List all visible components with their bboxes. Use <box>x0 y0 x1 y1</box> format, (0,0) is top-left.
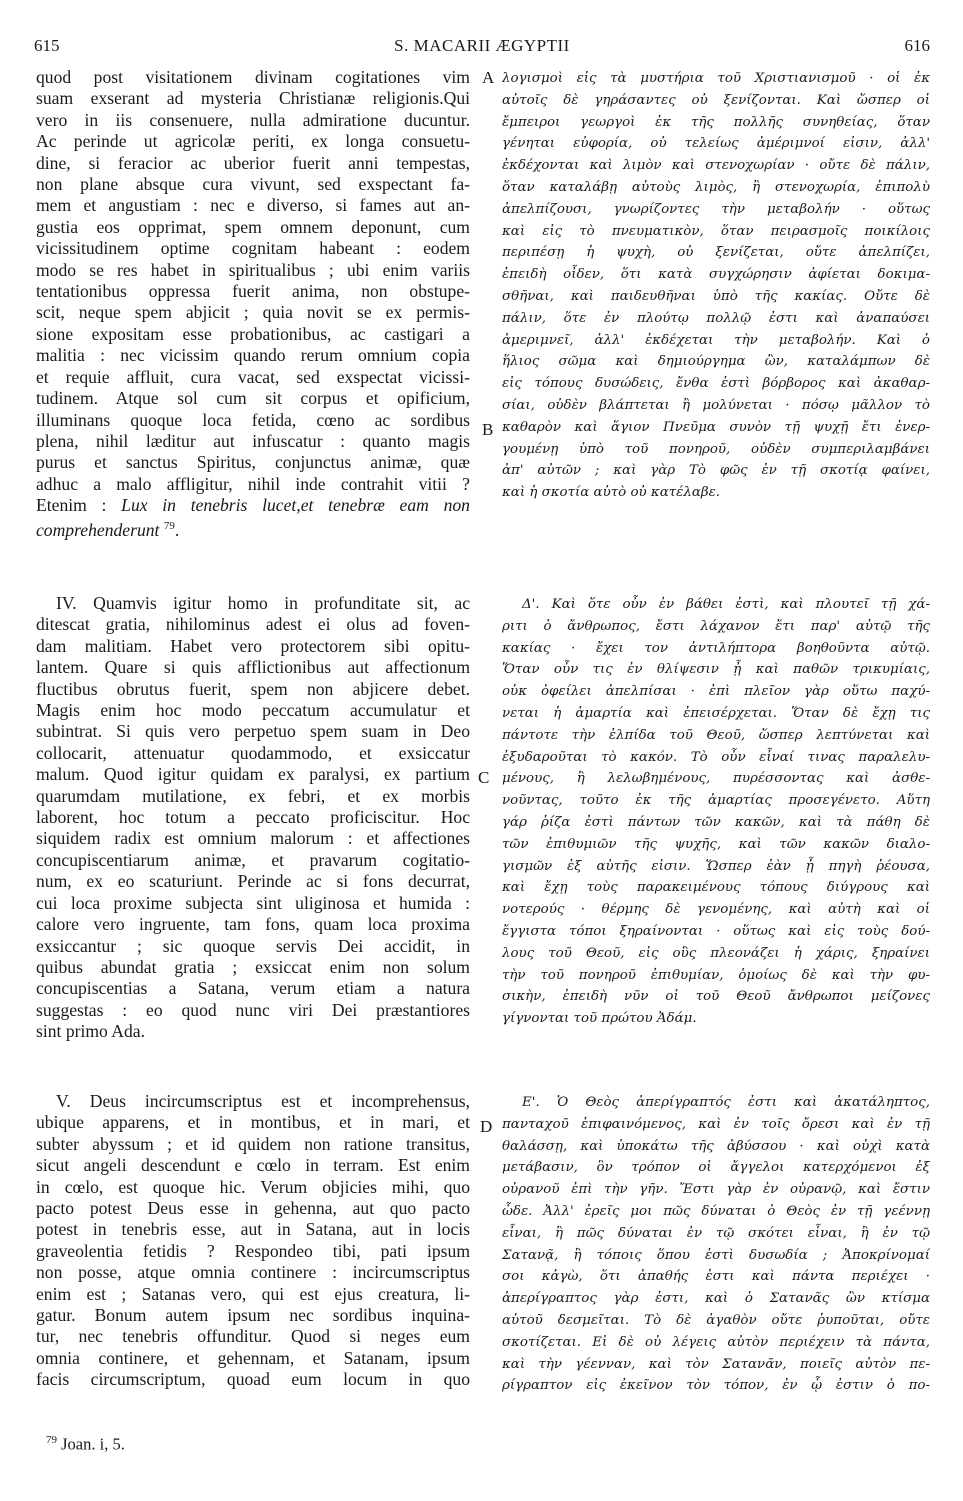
text-line: ἐξυδαροῦται τὸ κακόν. Τὸ οὖν εἶναί τινας παραλελυ- <box>502 749 930 765</box>
text-line: facis circumscriptum, quoad eum locum in quo <box>36 1369 470 1390</box>
text-line: ριτι ὁ ἄνθρωπος, ἔστι λάχανον ἔτι παρ' αὐτῷ τῆς <box>502 618 930 634</box>
text-line: ditescat gratia, nihilominus adest ei olus ad foven- <box>36 614 470 635</box>
text-line: concupiscentiarum animæ, et pravarum cogitatio- <box>36 849 470 870</box>
text-line: modo se res habet in spiritualibus ; ubi enim variis <box>36 259 470 280</box>
text-line: cui loca proxime subjecta sint uliginosa et humida : <box>36 892 470 913</box>
text-line: ἔμπειροι γεωργοὶ ἐκ τῆς πολλῆς συνηθείας, ὅταν <box>502 114 930 130</box>
text-line: σθῆναι, καὶ παιδευθῆναι ὑπὸ τῆς κακίας. Οὔτε δὲ <box>502 288 930 304</box>
text-line: γένηται εὐφορία, οὐ τελείως ἀμέριμνοί εἰσιν, ἀλλ' <box>502 136 930 152</box>
latin-section-v <box>36 1091 470 1391</box>
text-line: οὐκ ὀφείλει ἀπελπίσαι · ἐπὶ πλεῖον γὰρ οὕτω παχύ- <box>502 684 930 700</box>
text-line: quarumdam mutilatione, ex febri, et ex morbis <box>36 785 470 806</box>
text-line: ἀπ' αὐτῶν ; καὶ γὰρ Τὸ φῶς ἐν τῇ σκοτίᾳ φαίνει, <box>502 463 930 479</box>
text-line: calore vero ingruente, tam fons, quam loca proxima <box>36 914 470 935</box>
latin-section-iv <box>36 593 470 1043</box>
text-line: quod post visitationem divinam cogitationes vim <box>36 67 470 87</box>
text-line: νεται ἡ ἁμαρτία καὶ ἐπεισέρχεται. Ὅταν δὲ ἔχῃ τις <box>502 705 930 721</box>
text-line: et requie affluit, cura vacat, sed exspectat vicissi- <box>36 366 470 387</box>
margin-marker-a: A <box>482 68 495 87</box>
text-line: Ε'. Ὁ Θεὸς ἀπερίγραπτός ἐστι καὶ ἀκατάληπτος, <box>522 1095 930 1110</box>
text-line: λους τοῦ Θεοῦ, εἰς οὓς πλεονάζει ἡ χάρις, ξηραίνει <box>502 945 930 961</box>
text-line: scit, neque spem abjicit ; quia novit se ex permis- <box>36 302 470 323</box>
footnote <box>46 1434 125 1455</box>
text-line: ἐπειδὴ οἶδεν, ὅτι κατὰ συγχώρησιν ἀφίεται δοκιμα- <box>502 267 930 283</box>
text-line: tentationibus oppressa fuerit anima, non obstupe- <box>36 281 470 302</box>
text-line: siquidem radix est omnium malorum : et affectiones <box>36 828 470 849</box>
latin-period: . <box>174 520 180 541</box>
text-line: ἔγγιστα τόποι ξηραίνονται · οὕτως καὶ εἰς τοὺς δού- <box>502 923 930 939</box>
text-line: gustia eos opprimat, spem omnem deponunt, cum <box>36 216 470 237</box>
text-line: γάρ ῥίζα ἐστὶ πάντων τῶν κακῶν, καὶ τὰ πάθη δὲ <box>502 814 930 830</box>
text-line: εἶναι, ἢ πῶς δύναται ἐν τῷ σκότει εἶναι, ἢ ἐν τῷ <box>502 1225 930 1241</box>
text-line: αὐτοῖς δὲ γηράσαντες οὐ ξενίζονται. Καὶ ὥσπερ οἱ <box>502 92 930 108</box>
footnote-ref: 79 <box>163 520 175 533</box>
text-line: malum. Quod igitur quidam ex paralysi, ex partium <box>36 764 470 785</box>
text-line: suam exserant ad mysteria Christianæ religionis.Qui <box>36 88 470 109</box>
text-line: sione expositam esse probationibus, ac castigari a <box>36 323 470 344</box>
footnote-number: 79 <box>46 1434 57 1446</box>
text-line: subintrat. Si quis vero perpetuo spem suam in Deo <box>36 721 470 742</box>
text-line: enim est ; Satanas vero, qui est ejus creatura, li- <box>36 1283 470 1304</box>
text-line: sicut angeli descendunt e cœlo in terram. Est enim <box>36 1155 470 1176</box>
text-line: ὧδε. Ἀλλ' ἐρεῖς μοι πῶς δύναται ὁ Θεὸς ἐν τῇ γεέννῃ <box>502 1203 930 1219</box>
text-line: Δ'. Καὶ ὅτε οὖν ἐν βάθει ἐστὶ, καὶ πλουτεῖ τῇ χά- <box>522 597 930 612</box>
text-line: concupiscentias a Satana, verum etiam a natura <box>36 978 470 999</box>
text-line: mem et angustiam : nec e diverso, si fames aut an- <box>36 195 470 216</box>
right-page-number: 616 <box>904 36 930 55</box>
text-line: πάντοτε τὴν ἐλπίδα τοῦ Θεοῦ, ὥσπερ λεπτύνεται καὶ <box>502 727 930 743</box>
text-line: ἥλιος σῶμα καὶ δημιούργημα ὢν, καταλάμπων δὲ <box>502 354 930 370</box>
text-line: fluctibus obrutus fuerit, spem non abjicere debet. <box>36 678 470 699</box>
text-line: καὶ τὴν γέενναν, καὶ τὸν Σατανᾶν, ποιεῖς αὐτὸν πε- <box>502 1356 930 1372</box>
footnote-text: Joan. i, 5. <box>61 1434 125 1454</box>
text-line: quibus abundat gratia ; exsiccat enim non solum <box>36 956 470 977</box>
greek-passage-1 <box>502 68 930 504</box>
text-line: σκοτίζεται. Εἰ δὲ οὐ λέγεις αὐτὸν περιέχειν τὰ πάντα, <box>502 1334 930 1350</box>
page-header <box>34 36 930 60</box>
text-line: κακίας · ἔχει τον ἀντιλήπτορα βοηθοῦντα αὐτῷ. <box>502 640 930 656</box>
text-line: καὶ ἡ σκοτία αὐτὸ οὐ κατέλαβε. <box>502 485 721 501</box>
text-line: νοτερούς · θέρμης δὲ γενομένης, καὶ αὐτὴ καὶ οἱ <box>502 902 930 918</box>
text-line: οὐρανοῦ ἐπὶ τὴν γῆν. Ἔστι γὰρ ἐν οὐρανῷ, καὶ ἔστιν <box>502 1182 930 1198</box>
greek-section-iv <box>502 594 930 1030</box>
text-line: ὅταν καταλάβῃ αὐτοὺς λιμὸς, ἢ στενοχωρία, ἐπιπολὺ <box>502 179 930 195</box>
text-line: vero in iis consenuere, nulla admiratione ducuntur. <box>36 109 470 130</box>
text-line: laborent, hoc totum a peccato proficiscitur. Hoc <box>36 807 470 828</box>
latin-line <box>36 495 470 516</box>
text-line: εἰς τόπους δυσώδεις, ἔνθα ἐστὶ βόρβορος καὶ ἀκαθαρ- <box>502 376 930 392</box>
text-line: μένους, ἢ λελωβημένους, πυρέσσοντας καὶ ἀσθε- <box>502 771 930 787</box>
text-line: περιπέσῃ ἡ ψυχὴ, οὐ ξενίζεται, οὔτε ἀπελπίζει, <box>502 245 930 261</box>
text-line: ρίγραπτον εἰς ἐκεῖνον τὸν τόπον, ἐν ᾧ ἐστιν ὁ πο- <box>502 1378 930 1394</box>
text-line: καὶ εἰς τὸ πνευματικὸν, ὅταν πειρασμοῖς ποικίλοις <box>502 223 930 239</box>
text-line: καθαρὸν καὶ ἅγιον Πνεῦμα συνὸν τῇ ψυχῇ ἔτι ἐνερ- <box>502 419 930 435</box>
latin-line <box>36 516 470 541</box>
text-line: exsiccantur ; sic quoque servis Dei accidit, in <box>36 935 470 956</box>
left-page-number: 615 <box>34 36 60 55</box>
text-line: lantem. Quare si quis afflictionibus aut affectionum <box>36 657 470 678</box>
text-line: IV. Quamvis igitur homo in profunditate sit, ac <box>56 593 470 613</box>
text-line: non posse, atque omnia continere : incircumscriptus <box>36 1262 470 1283</box>
latin-passage-1-end <box>36 495 470 542</box>
text-line: suggestas : eo quod nunc viri Dei præstantiores <box>36 999 470 1020</box>
text-line: collocarit, attenuatur quodammodo, et exsiccatur <box>36 742 470 763</box>
text-line: τὴν τοῦ πονηροῦ ἐπιθυμίαν, ὁμοίως δὲ καὶ τὴν φυ- <box>502 967 930 983</box>
text-line: omnia continere, et gehennam, et Satanam, ipsum <box>36 1347 470 1368</box>
text-line: σικὴν, ἐπειδὴ νῦν οἱ τοῦ Θεοῦ ἄνθρωποι μείζονες <box>502 989 930 1005</box>
text-line: Ὅταν οὖν τις ἐν θλίψεσιν ᾖ καὶ παθῶν τρικυμίαις, <box>502 662 930 678</box>
text-line: V. Deus incircumscriptus est et incomprehensus, <box>56 1091 470 1111</box>
latin-passage-1 <box>36 67 470 495</box>
text-line: Ac perinde ut agricolæ periti, ex longa consuetu- <box>36 131 470 152</box>
text-line: dam malitiam. Habet vero protectorem sibi opitu- <box>36 635 470 656</box>
text-line: γισμῶν ἐξ αὐτῆς εἰσιν. Ὥσπερ ἐὰν ᾖ πηγὴ ῥέουσα, <box>502 858 930 874</box>
text-line: νοῦντας, τοῦτο ἐκ τῆς ἁμαρτίας προσεγένετο. Αὕτη <box>502 793 930 809</box>
text-line: πανταχοῦ ἐπιφαινόμενος, καὶ ἐν τοῖς ὄρεσι καὶ ἐν τῇ <box>502 1116 930 1132</box>
text-line: ἐκδέχονται καὶ λιμὸν καὶ στενοχωρίαν · οὔτε δὲ πάλιν, <box>502 158 930 174</box>
text-line: ἀπερίγραπτος γὰρ ἐστι, καὶ ὁ Σατανᾶς ὢν κτίσμα <box>502 1291 930 1307</box>
greek-section-v <box>502 1092 930 1397</box>
text-line: tudinem. Atque sol cum sit corpus et opificium, <box>36 388 470 409</box>
text-line: potest in tenebris esse, aut in Satana, aut in locis <box>36 1219 470 1240</box>
text-line: pacto potest Deus esse in gehenna, aut quo pacto <box>36 1198 470 1219</box>
text-line: Σατανᾷ, ἢ τόποις ὅπου ἐστὶ δυσωδία ; Ἀποκρίνομαί <box>502 1247 930 1263</box>
text-line: θαλάσσῃ, καὶ ὑποκάτω τῆς ἀβύσσου · καὶ οὐχὶ κατὰ <box>502 1138 930 1154</box>
margin-marker-d: D <box>480 1117 493 1136</box>
text-line: num, ex eo scaturiunt. Perinde ac si fons decurrat, <box>36 871 470 892</box>
text-line: μετάβασιν, ὃν τρόπον οἱ ἄγγελοι κατερχόμενοι ἐξ <box>502 1160 930 1176</box>
text-line: in cœlo, est quoque hic. Verum objicies mihi, quo <box>36 1176 470 1197</box>
text-line: ἀμεριμνεῖ, ἀλλ' ἐκδέχεται τὴν μεταβολήν. Καὶ ὁ <box>502 332 930 348</box>
margin-marker-b: B <box>482 420 494 439</box>
text-line: vicissitudinem optime cognitam habeant : eodem <box>36 238 470 259</box>
text-line: Magis enim hoc modo peccatum accumulatur et <box>36 700 470 721</box>
text-line: adhuc a malo affligitur, nihil inde contrahit vitii ? <box>36 473 470 494</box>
text-line: λογισμοὶ εἰς τὰ μυστήρια τοῦ Χριστιανισμοῦ · οἱ ἐκ <box>502 71 930 86</box>
text-line: dine, si feracior ac uberior fuerit anni tempestas, <box>36 152 470 173</box>
text-line: graveolentia fetidis ? Respondeo tibi, pati ipsum <box>36 1240 470 1261</box>
text-line: sint primo Ada. <box>36 1021 145 1042</box>
text-line: purus et sanctus Spiritus, conjunctus animæ, quæ <box>36 452 470 473</box>
text-line: σοι κἀγὼ, ὅτι ἀπαθής ἐστι καὶ πάντα περιέχει · <box>502 1269 930 1285</box>
text-line: malitia : nec vicissim quando rerum omnium copia <box>36 345 470 366</box>
text-line: tur, nec tenebris offunditur. Quod si neges eum <box>36 1326 470 1347</box>
text-line: plena, nihil læditur aut infuscatur : quanto magis <box>36 430 470 451</box>
text-line: gatur. Bonum autem ipsum nec sordibus inquina- <box>36 1305 470 1326</box>
running-title: S. MACARII ÆGYPTII <box>394 36 570 55</box>
scripture-quote: Lux in tenebris lucet,et tenebræ eam non <box>121 495 470 515</box>
text-line: καὶ ἔχῃ τοὺς παρακειμένους τόπους διύγρους καὶ <box>502 880 930 896</box>
text-line: τῶν ἐπιθυμιῶν τῆς ψυχῆς, καὶ τῶν κακῶν διαλο- <box>502 836 930 852</box>
scripture-quote-end: comprehenderunt <box>36 520 160 541</box>
text-line: non plane absque cura vivunt, sed exspectant fa- <box>36 174 470 195</box>
text-line: γίγνονται τοῦ πρώτου Ἀδάμ. <box>502 1011 697 1027</box>
text-line: subter abyssum ; et id quidem non ratione transitus, <box>36 1133 470 1154</box>
text-line: πάλιν, ὅτε ἐν πλούτῳ πολλῷ ἐστι καὶ ἀναπαύσει <box>502 310 930 326</box>
margin-marker-c: C <box>478 768 490 787</box>
text-line: ubique apparens, et in montibus, et in mari, et <box>36 1112 470 1133</box>
latin-etenim: Etenim : <box>36 495 107 515</box>
text-line: γουμένῃ ὑπὸ τοῦ πονηροῦ, οὐδὲν συμπεριλαμβάνει <box>502 441 930 457</box>
text-line: ἀπελπίζουσι, γνωρίζοντες τὴν μεταβολήν · οὕτως <box>502 201 930 217</box>
text-line: σίαι, οὐδὲν βλάπτεται ἢ μολύνεται · πόσῳ μᾶλλον τὸ <box>502 397 930 413</box>
text-line: αὐτοῦ δεσμεῖται. Τὸ δὲ ἀγαθὸν οὔτε ῥυποῦται, οὔτε <box>502 1312 930 1328</box>
text-line: illuminans quoque loca fetida, cœno ac sordibus <box>36 409 470 430</box>
